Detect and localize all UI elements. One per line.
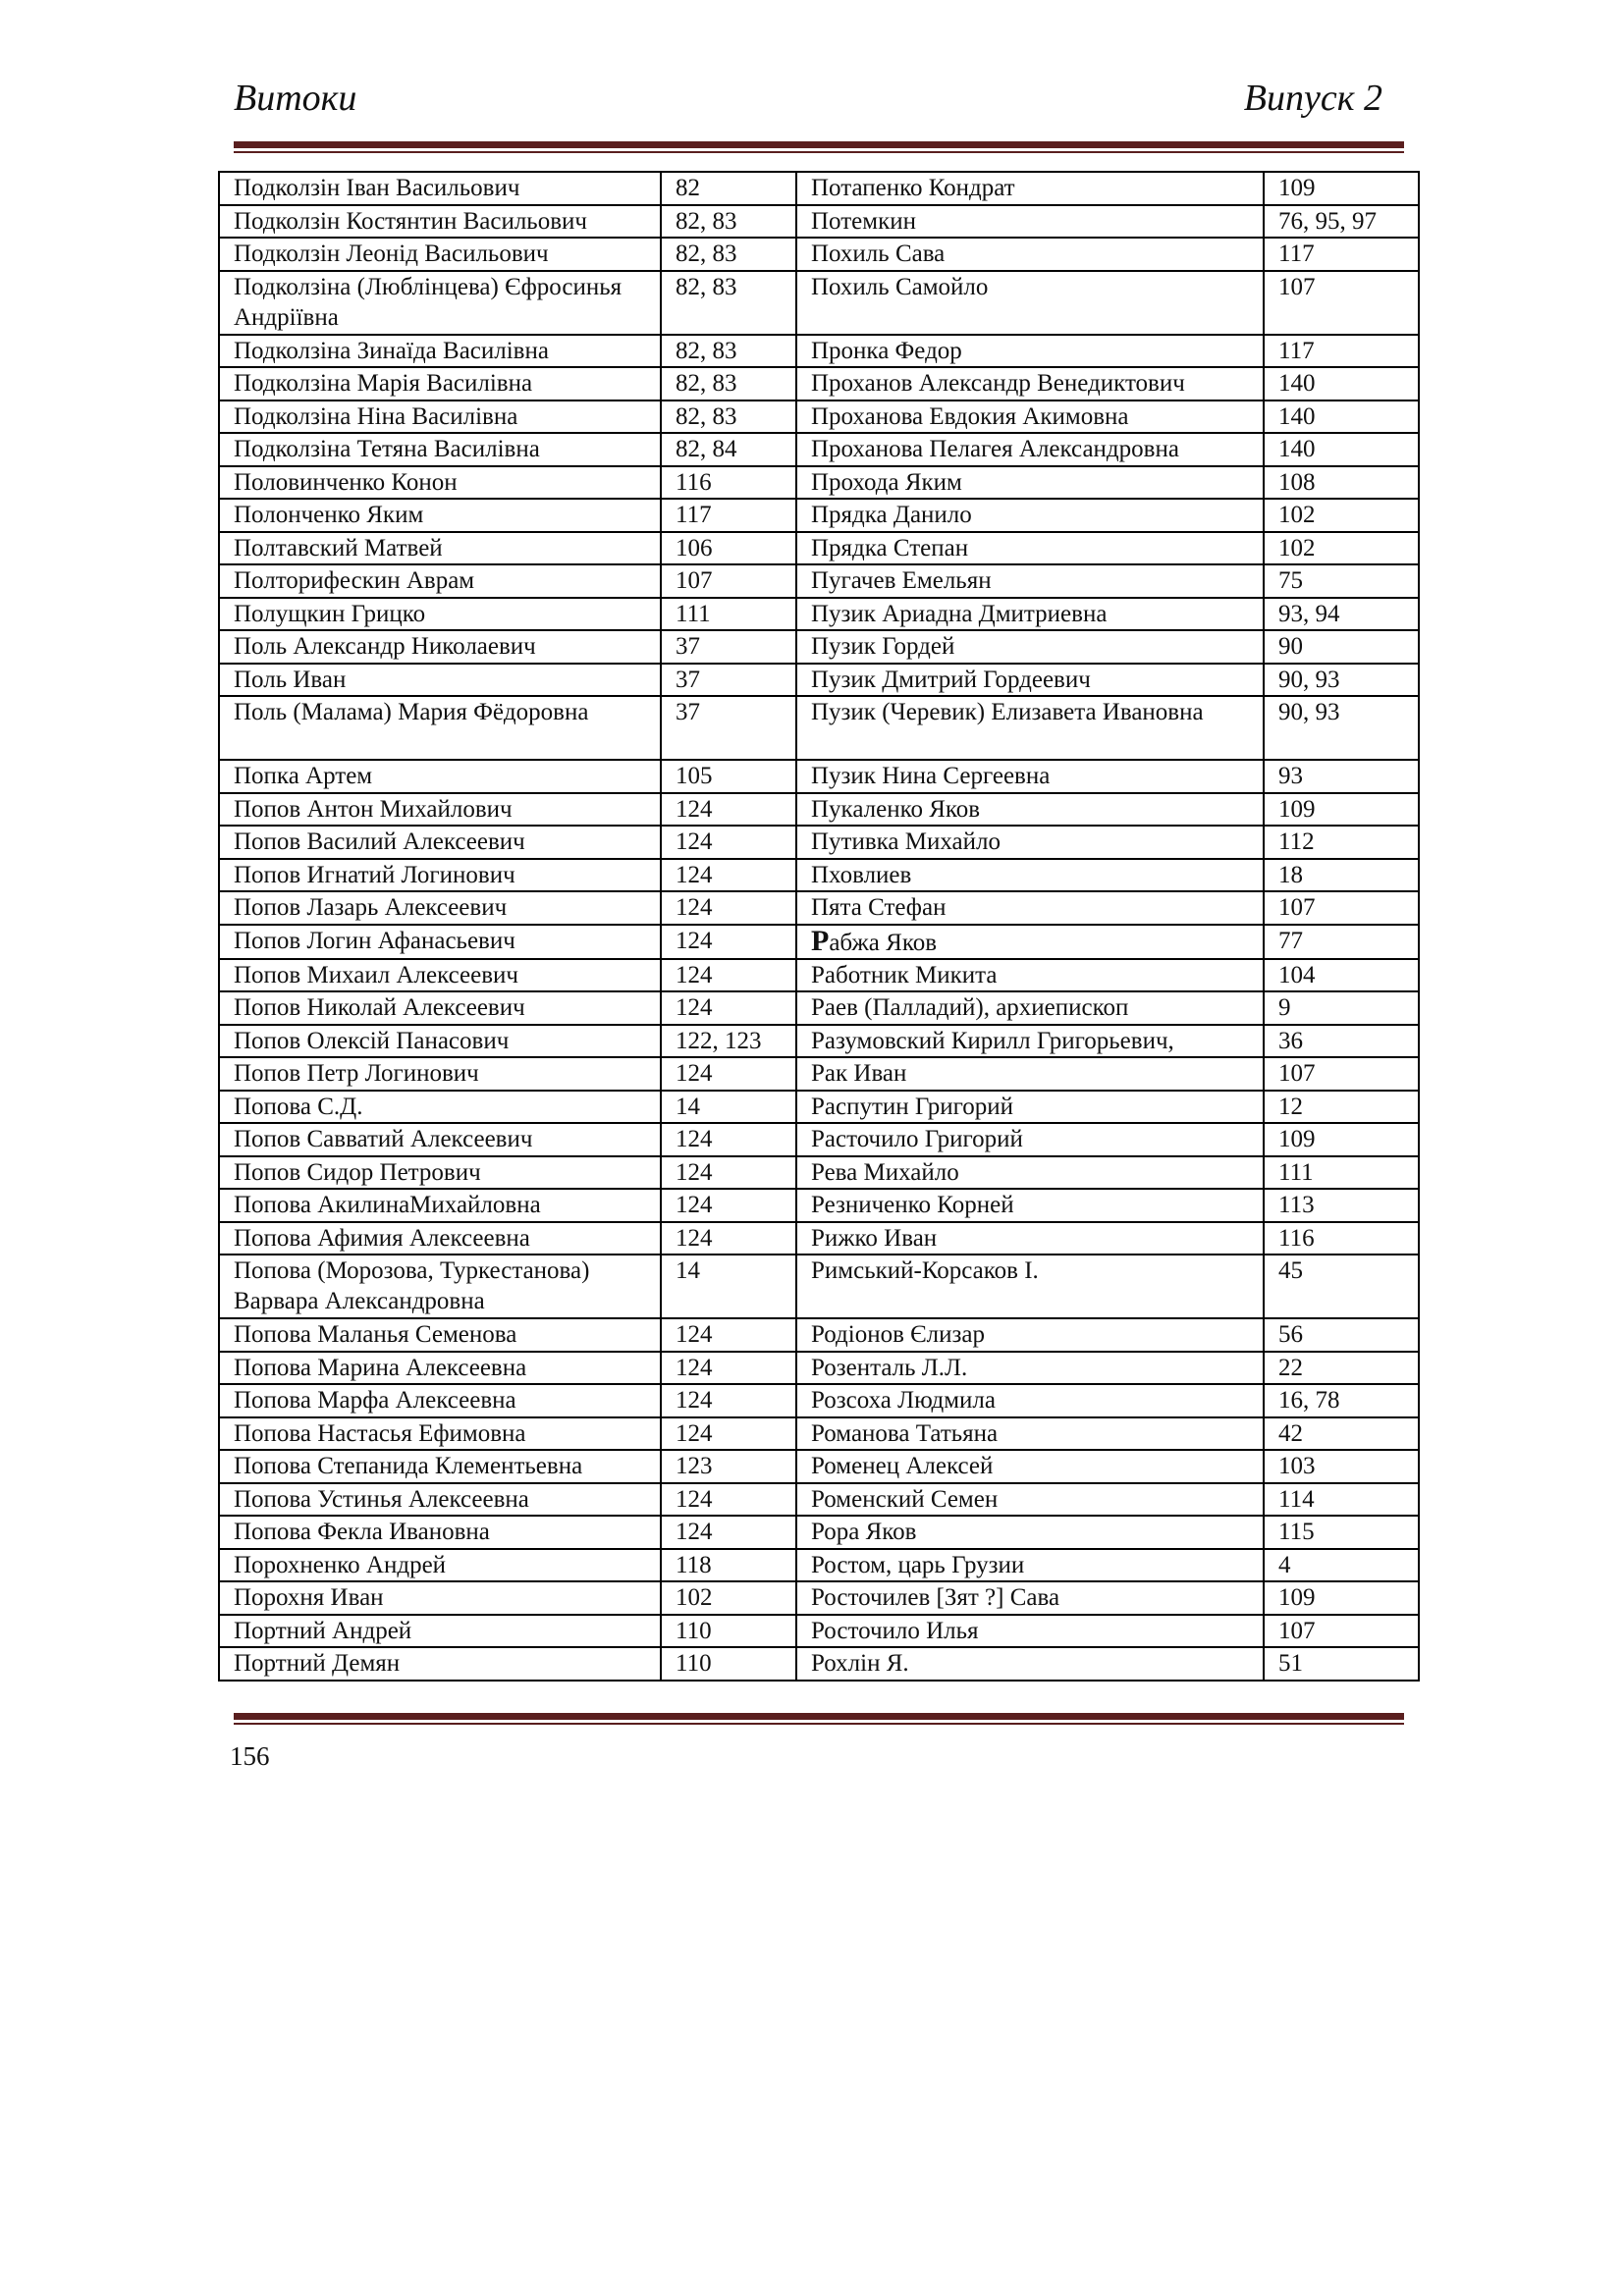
index-name-cell: Росточилев [Зят ?] Сава: [796, 1581, 1264, 1615]
index-name-cell: Попов Лазарь Алексеевич: [219, 891, 661, 925]
index-pages-cell: 82, 83: [661, 271, 796, 335]
index-name-cell: Попов Логин Афанасьевич: [219, 925, 661, 959]
index-pages-cell: 107: [661, 564, 796, 598]
index-name-cell: Роменец Алексей: [796, 1450, 1264, 1483]
index-pages-cell: 102: [661, 1581, 796, 1615]
index-pages-cell: 9: [1264, 991, 1419, 1025]
table-row: [219, 696, 1419, 760]
index-pages-cell: 124: [661, 1417, 796, 1451]
index-pages-cell: 113: [1264, 1189, 1419, 1222]
index-pages-cell: 124: [661, 859, 796, 892]
index-name-cell: Прядка Степан: [796, 532, 1264, 565]
index-name-cell: Проханова Пелагея Александровна: [796, 433, 1264, 466]
table-row: [219, 1091, 1419, 1124]
index-pages-cell: 102: [1264, 532, 1419, 565]
journal-title: Витоки: [234, 78, 357, 119]
index-pages-cell: 77: [1264, 925, 1419, 959]
index-name-cell: Попка Артем: [219, 760, 661, 793]
index-pages-cell: 102: [1264, 499, 1419, 532]
table-row: [219, 1318, 1419, 1352]
footer-rule: [234, 1713, 1404, 1725]
index-pages-cell: 117: [661, 499, 796, 532]
index-pages-cell: 109: [1264, 172, 1419, 205]
index-pages-cell: 118: [661, 1549, 796, 1582]
table-row: [219, 991, 1419, 1025]
index-name-cell: Попова Устинья Алексеевна: [219, 1483, 661, 1517]
index-pages-cell: 103: [1264, 1450, 1419, 1483]
index-name-cell: Подколзін Костянтин Васильович: [219, 205, 661, 239]
index-name-cell: Пузик Дмитрий Гордеевич: [796, 664, 1264, 697]
index-name-cell: Путивка Михайло: [796, 826, 1264, 859]
table-row: [219, 925, 1419, 959]
index-pages-cell: 51: [1264, 1647, 1419, 1681]
index-pages-cell: 114: [1264, 1483, 1419, 1517]
index-name-cell: Попова Марина Алексеевна: [219, 1352, 661, 1385]
index-pages-cell: 82: [661, 172, 796, 205]
index-name-cell: Попова Настасья Ефимовна: [219, 1417, 661, 1451]
table-row: [219, 564, 1419, 598]
index-pages-cell: 112: [1264, 826, 1419, 859]
index-pages-cell: 75: [1264, 564, 1419, 598]
index-name-cell: Портний Демян: [219, 1647, 661, 1681]
index-pages-cell: 124: [661, 959, 796, 992]
index-pages-cell: 111: [661, 598, 796, 631]
table-row: [219, 1647, 1419, 1681]
index-name-cell: Попов Игнатий Логинович: [219, 859, 661, 892]
index-pages-cell: 56: [1264, 1318, 1419, 1352]
index-pages-cell: 90, 93: [1264, 664, 1419, 697]
index-name-cell: Пузик Нина Сергеевна: [796, 760, 1264, 793]
table-row: [219, 1352, 1419, 1385]
index-name-cell: Попов Василий Алексеевич: [219, 826, 661, 859]
index-name-cell: Попова С.Д.: [219, 1091, 661, 1124]
index-pages-cell: 107: [1264, 1615, 1419, 1648]
index-pages-cell: 82, 83: [661, 367, 796, 400]
index-pages-cell: 107: [1264, 891, 1419, 925]
index-name-cell: Попов Антон Михайлович: [219, 793, 661, 827]
index-name-cell: Потапенко Кондрат: [796, 172, 1264, 205]
table-row: [219, 1222, 1419, 1255]
index-name-cell: Поль Александр Николаевич: [219, 630, 661, 664]
table-row: [219, 271, 1419, 335]
index-pages-cell: 37: [661, 696, 796, 760]
name-index-table: [218, 171, 1420, 1682]
index-name-cell: Родіонов Єлизар: [796, 1318, 1264, 1352]
index-name-cell: Попов Олексій Панасович: [219, 1025, 661, 1058]
index-pages-cell: 109: [1264, 1581, 1419, 1615]
table-row: [219, 1384, 1419, 1417]
index-pages-cell: 116: [661, 466, 796, 500]
index-pages-cell: 124: [661, 793, 796, 827]
index-name-cell: Римський-Корсаков І.: [796, 1255, 1264, 1318]
table-row: [219, 1189, 1419, 1222]
index-pages-cell: 124: [661, 1516, 796, 1549]
table-row: [219, 1516, 1419, 1549]
index-pages-cell: 140: [1264, 400, 1419, 434]
index-name-cell: Распутин Григорий: [796, 1091, 1264, 1124]
index-name-cell: Похиль Самойло: [796, 271, 1264, 335]
header-rule: [234, 141, 1404, 153]
index-pages-cell: 124: [661, 1352, 796, 1385]
index-pages-cell: 18: [1264, 859, 1419, 892]
index-pages-cell: 82, 83: [661, 335, 796, 368]
index-pages-cell: 124: [661, 826, 796, 859]
index-pages-cell: 36: [1264, 1025, 1419, 1058]
index-name-cell: Попова Фекла Ивановна: [219, 1516, 661, 1549]
index-name-cell: Полторифескин Аврам: [219, 564, 661, 598]
table-row: [219, 400, 1419, 434]
index-pages-cell: 124: [661, 1222, 796, 1255]
table-row: [219, 793, 1419, 827]
index-name-cell: Раев (Палладий), архиепископ: [796, 991, 1264, 1025]
index-name-cell: Проханова Евдокия Акимовна: [796, 400, 1264, 434]
index-name-cell: Полонченко Яким: [219, 499, 661, 532]
index-name-cell: Пузик Ариадна Дмитриевна: [796, 598, 1264, 631]
index-pages-cell: 140: [1264, 433, 1419, 466]
table-row: [219, 1123, 1419, 1156]
index-name-cell: Подколзіна (Люблінцева) Єфросинья Андріївна: [219, 271, 661, 335]
index-name-cell: Подколзін Іван Васильович: [219, 172, 661, 205]
index-pages-cell: 14: [661, 1091, 796, 1124]
index-name-cell: Попов Михаил Алексеевич: [219, 959, 661, 992]
index-pages-cell: 124: [661, 1057, 796, 1091]
index-pages-cell: 116: [1264, 1222, 1419, 1255]
index-name-cell: Поль (Малама) Мария Фёдоровна: [219, 696, 661, 760]
index-name-cell: Прохода Яким: [796, 466, 1264, 500]
index-name-cell: Поль Иван: [219, 664, 661, 697]
index-pages-cell: 37: [661, 630, 796, 664]
index-name-cell: Попов Савватий Алексеевич: [219, 1123, 661, 1156]
index-name-cell: Роменский Семен: [796, 1483, 1264, 1517]
index-name-cell: Попова Афимия Алексеевна: [219, 1222, 661, 1255]
index-pages-cell: 107: [1264, 271, 1419, 335]
index-pages-cell: 122, 123: [661, 1025, 796, 1058]
index-pages-cell: 124: [661, 991, 796, 1025]
index-name-cell: Подколзіна Марія Василівна: [219, 367, 661, 400]
index-name-cell: Разумовский Кирилл Григорьевич,: [796, 1025, 1264, 1058]
index-pages-cell: 111: [1264, 1156, 1419, 1190]
index-name-cell: Полущкин Грицко: [219, 598, 661, 631]
index-pages-cell: 82, 84: [661, 433, 796, 466]
table-row: [219, 1057, 1419, 1091]
index-pages-cell: 16, 78: [1264, 1384, 1419, 1417]
index-name-cell: Пронка Федор: [796, 335, 1264, 368]
index-name-cell: Пузик Гордей: [796, 630, 1264, 664]
table-row: [219, 1156, 1419, 1190]
index-name-cell: Рак Иван: [796, 1057, 1264, 1091]
index-name-cell: Рева Михайло: [796, 1156, 1264, 1190]
index-pages-cell: 124: [661, 1318, 796, 1352]
index-pages-cell: 45: [1264, 1255, 1419, 1318]
index-name-cell: Подколзін Леонід Васильович: [219, 238, 661, 271]
index-name-cell: Розенталь Л.Л.: [796, 1352, 1264, 1385]
table-row: [219, 630, 1419, 664]
index-pages-cell: 82, 83: [661, 205, 796, 239]
index-name-cell: Попова Степанида Клементьевна: [219, 1450, 661, 1483]
index-name-cell: Расточило Григорий: [796, 1123, 1264, 1156]
running-header: [234, 77, 1402, 135]
index-pages-cell: 109: [1264, 1123, 1419, 1156]
table-row: [219, 859, 1419, 892]
table-row: [219, 598, 1419, 631]
index-name-cell: Попов Николай Алексеевич: [219, 991, 661, 1025]
table-row: [219, 891, 1419, 925]
index-pages-cell: 82, 83: [661, 238, 796, 271]
index-name-cell: Портний Андрей: [219, 1615, 661, 1648]
table-row: [219, 959, 1419, 992]
index-pages-cell: 110: [661, 1647, 796, 1681]
table-row: [219, 466, 1419, 500]
table-row: [219, 1581, 1419, 1615]
issue-label: Випуск 2: [1243, 78, 1382, 119]
index-name-cell: Подколзіна Тетяна Василівна: [219, 433, 661, 466]
index-pages-cell: 140: [1264, 367, 1419, 400]
table-row: [219, 1417, 1419, 1451]
index-name-cell: Прядка Данило: [796, 499, 1264, 532]
table-row: [219, 335, 1419, 368]
index-pages-cell: 123: [661, 1450, 796, 1483]
index-pages-cell: 90: [1264, 630, 1419, 664]
index-pages-cell: 37: [661, 664, 796, 697]
table-row: [219, 238, 1419, 271]
index-name-cell: Рора Яков: [796, 1516, 1264, 1549]
table-row: [219, 1025, 1419, 1058]
table-row: [219, 532, 1419, 565]
index-pages-cell: 109: [1264, 793, 1419, 827]
page-number: 156: [230, 1741, 270, 1771]
table-row: [219, 367, 1419, 400]
index-pages-cell: 117: [1264, 238, 1419, 271]
index-name-cell: Пховлиев: [796, 859, 1264, 892]
index-pages-cell: 90, 93: [1264, 696, 1419, 760]
table-row: [219, 1255, 1419, 1318]
index-pages-cell: 106: [661, 532, 796, 565]
index-name-cell: Подколзіна Зинаїда Василівна: [219, 335, 661, 368]
index-name-cell: Попова Марфа Алексеевна: [219, 1384, 661, 1417]
index-name-cell: Попова (Морозова, Туркестанова) Варвара Александровна: [219, 1255, 661, 1318]
index-pages-cell: 117: [1264, 335, 1419, 368]
index-name-cell: Порохня Иван: [219, 1581, 661, 1615]
index-pages-cell: 124: [661, 1156, 796, 1190]
index-pages-cell: 93, 94: [1264, 598, 1419, 631]
index-name-cell: Рижко Иван: [796, 1222, 1264, 1255]
table-row: [219, 1549, 1419, 1582]
index-pages-cell: 108: [1264, 466, 1419, 500]
index-pages-cell: 76, 95, 97: [1264, 205, 1419, 239]
index-name-cell: Попов Петр Логинович: [219, 1057, 661, 1091]
index-name-cell: Рохлін Я.: [796, 1647, 1264, 1681]
index-pages-cell: 124: [661, 1189, 796, 1222]
index-name-cell: Росточило Илья: [796, 1615, 1264, 1648]
index-pages-cell: 124: [661, 891, 796, 925]
index-name-cell: Пята Стефан: [796, 891, 1264, 925]
index-pages-cell: 110: [661, 1615, 796, 1648]
index-pages-cell: 105: [661, 760, 796, 793]
index-name-cell: Ростом, царь Грузии: [796, 1549, 1264, 1582]
index-name-cell: Романова Татьяна: [796, 1417, 1264, 1451]
index-name-cell: Пугачев Емельян: [796, 564, 1264, 598]
index-pages-cell: 124: [661, 1384, 796, 1417]
index-pages-cell: 82, 83: [661, 400, 796, 434]
index-pages-cell: 104: [1264, 959, 1419, 992]
table-row: [219, 826, 1419, 859]
index-name-cell: Розсоха Людмила: [796, 1384, 1264, 1417]
index-pages-cell: 124: [661, 925, 796, 959]
index-pages-cell: 12: [1264, 1091, 1419, 1124]
index-name-cell: Потемкин: [796, 205, 1264, 239]
index-pages-cell: 4: [1264, 1549, 1419, 1582]
table-row: [219, 1483, 1419, 1517]
index-pages-cell: 124: [661, 1123, 796, 1156]
table-row: [219, 499, 1419, 532]
index-name-cell: Полтавский Матвей: [219, 532, 661, 565]
index-name-cell: Порохненко Андрей: [219, 1549, 661, 1582]
table-row: [219, 664, 1419, 697]
index-name-cell: Проханов Александр Венедиктович: [796, 367, 1264, 400]
table-row: [219, 433, 1419, 466]
table-row: [219, 1615, 1419, 1648]
index-name-cell: Попов Сидор Петрович: [219, 1156, 661, 1190]
index-pages-cell: 14: [661, 1255, 796, 1318]
index-name-cell: Половинченко Конон: [219, 466, 661, 500]
index-name-cell: Попова Маланья Семенова: [219, 1318, 661, 1352]
table-row: [219, 172, 1419, 205]
table-row: [219, 1450, 1419, 1483]
index-name-cell: Пукаленко Яков: [796, 793, 1264, 827]
index-pages-cell: 42: [1264, 1417, 1419, 1451]
index-pages-cell: 22: [1264, 1352, 1419, 1385]
index-name-cell: Резниченко Корней: [796, 1189, 1264, 1222]
index-name-cell: Попова АкилинаМихайловна: [219, 1189, 661, 1222]
index-name-cell: Рабжа Яков: [796, 925, 1264, 959]
index-name-cell: Пузик (Черевик) Елизавета Ивановна: [796, 696, 1264, 760]
table-row: [219, 205, 1419, 239]
index-pages-cell: 107: [1264, 1057, 1419, 1091]
index-pages-cell: 115: [1264, 1516, 1419, 1549]
index-name-cell: Работник Микита: [796, 959, 1264, 992]
index-name-cell: Похиль Сава: [796, 238, 1264, 271]
index-name-cell: Подколзіна Ніна Василівна: [219, 400, 661, 434]
table-row: [219, 760, 1419, 793]
index-pages-cell: 124: [661, 1483, 796, 1517]
index-pages-cell: 93: [1264, 760, 1419, 793]
